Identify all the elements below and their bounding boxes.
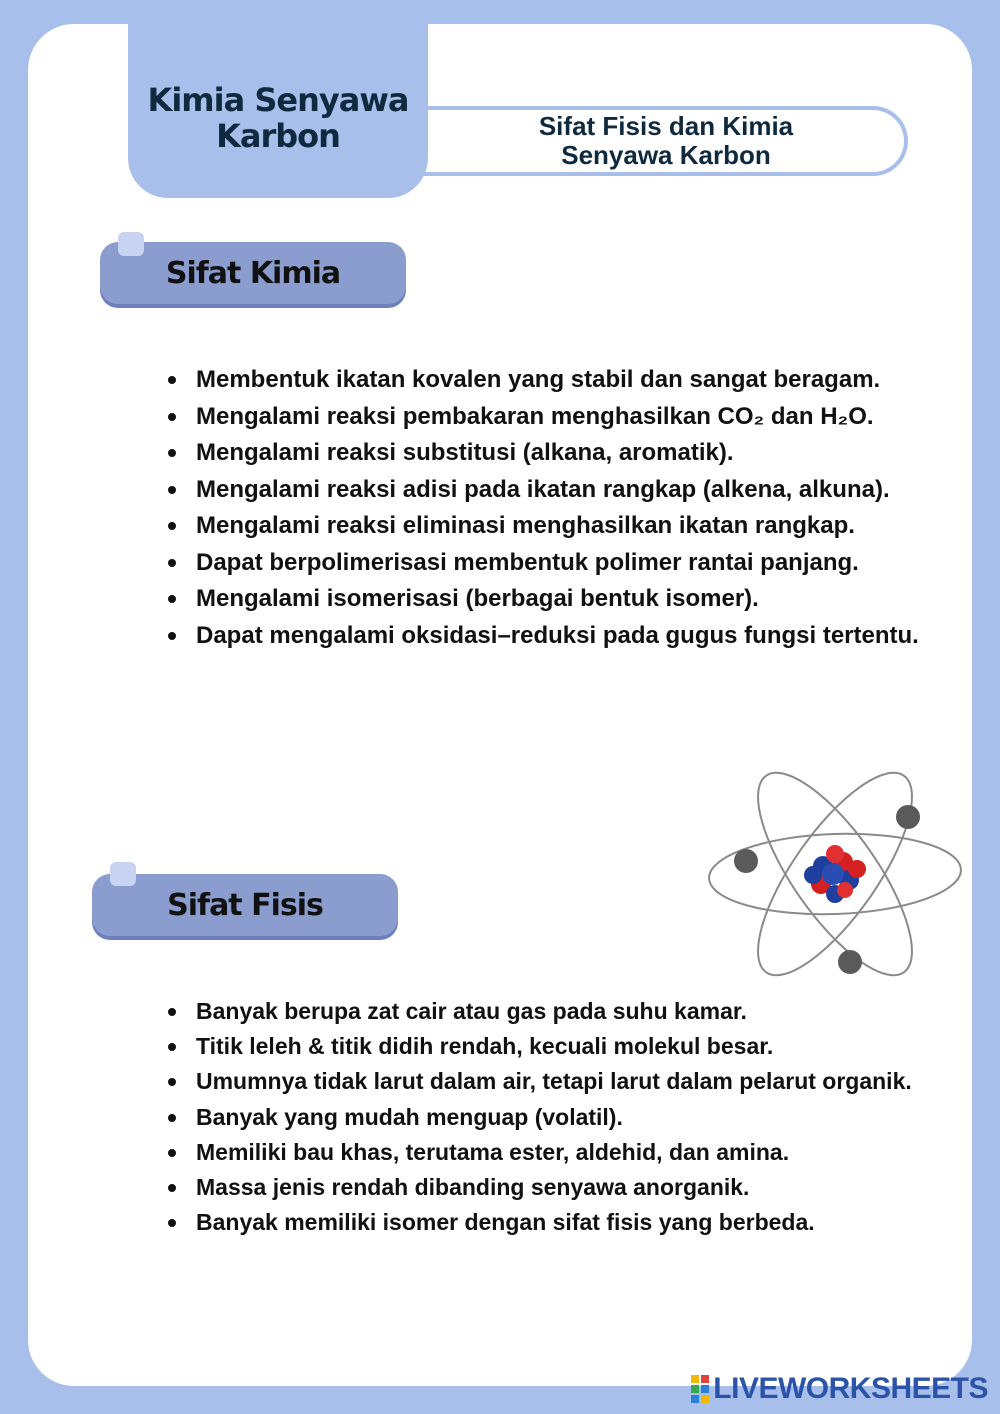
decorative-square bbox=[110, 862, 136, 886]
list-item: Mengalami reaksi eliminasi menghasilkan ikatan rangkap. bbox=[166, 508, 956, 545]
subtitle-line-1: Sifat Fisis dan Kimia bbox=[538, 111, 794, 141]
list-item: Dapat mengalami oksidasi–reduksi pada gugus fungsi tertentu. bbox=[166, 618, 956, 655]
list-item: Banyak berupa zat cair atau gas pada suhu kamar. bbox=[166, 994, 956, 1029]
section-title-sifat-kimia: Sifat Kimia bbox=[165, 255, 341, 291]
page-title bbox=[148, 68, 409, 154]
worksheet-page bbox=[28, 24, 972, 1386]
subtitle-line-2: Senyawa Karbon bbox=[561, 140, 771, 170]
liveworksheets-logo[interactable] bbox=[691, 1372, 988, 1406]
section-label-sifat-kimia bbox=[100, 242, 406, 304]
sifat-fisis-list bbox=[166, 994, 956, 1240]
list-item: Banyak memiliki isomer dengan sifat fisis yang berbeda. bbox=[166, 1205, 956, 1240]
page-subtitle bbox=[506, 112, 826, 170]
decorative-square bbox=[118, 232, 144, 256]
title-line-1: Kimia Senyawa bbox=[147, 81, 409, 119]
title-line-2: Karbon bbox=[216, 117, 340, 155]
list-item: Mengalami reaksi substitusi (alkana, aromatik). bbox=[166, 435, 956, 472]
nucleus bbox=[804, 845, 866, 903]
section-title-sifat-fisis: Sifat Fisis bbox=[167, 887, 323, 923]
liveworksheets-wordmark: LIVEWORKSHEETS bbox=[713, 1372, 988, 1405]
list-item: Banyak yang mudah menguap (volatil). bbox=[166, 1100, 956, 1135]
list-item: Membentuk ikatan kovalen yang stabil dan sangat beragam. bbox=[166, 362, 956, 399]
sifat-kimia-list bbox=[166, 362, 956, 654]
atom-illustration bbox=[703, 756, 968, 991]
list-item: Dapat berpolimerisasi membentuk polimer rantai panjang. bbox=[166, 545, 956, 582]
list-item: Mengalami reaksi adisi pada ikatan rangkap (alkena, alkuna). bbox=[166, 472, 956, 509]
list-item: Massa jenis rendah dibanding senyawa anorganik. bbox=[166, 1170, 956, 1205]
list-item: Mengalami isomerisasi (berbagai bentuk isomer). bbox=[166, 581, 956, 618]
title-tab bbox=[128, 24, 428, 198]
list-item: Umumnya tidak larut dalam air, tetapi larut dalam pelarut organik. bbox=[166, 1064, 956, 1099]
list-item: Titik leleh & titik didih rendah, kecuali molekul besar. bbox=[166, 1029, 956, 1064]
liveworksheets-mark-icon bbox=[691, 1375, 709, 1403]
subtitle-pill bbox=[388, 106, 908, 176]
list-item: Mengalami reaksi pembakaran menghasilkan CO₂ dan H₂O. bbox=[166, 399, 956, 436]
section-label-sifat-fisis bbox=[92, 874, 398, 936]
list-item: Memiliki bau khas, terutama ester, aldehid, dan amina. bbox=[166, 1135, 956, 1170]
